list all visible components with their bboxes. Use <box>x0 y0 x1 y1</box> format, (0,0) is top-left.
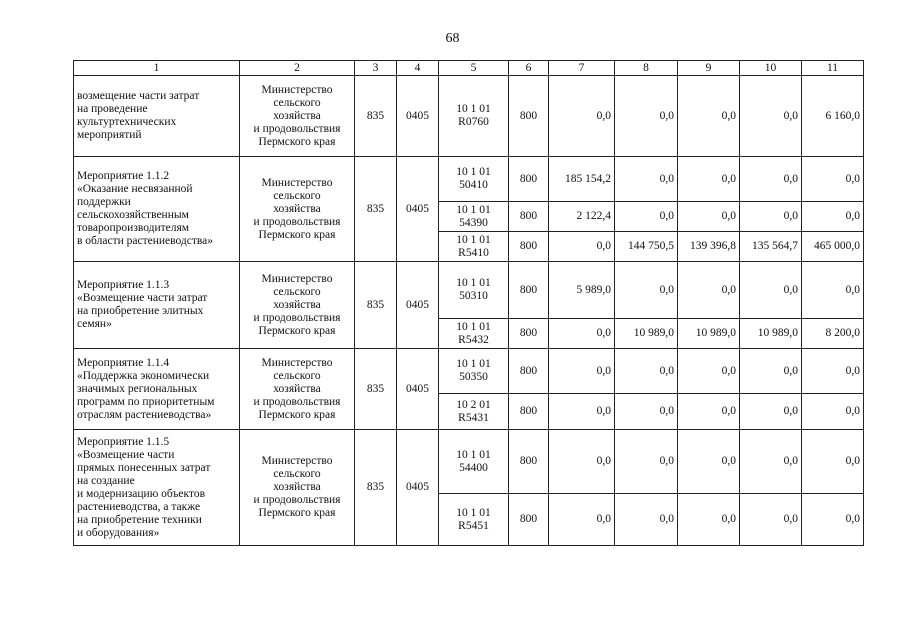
csr-cell: 10 1 01 50350 <box>439 349 509 394</box>
value-col11-cell: 0,0 <box>802 349 864 394</box>
value-col11-cell: 0,0 <box>802 202 864 232</box>
csr-cell: 10 1 01 54400 <box>439 430 509 494</box>
section-cell: 0405 <box>397 349 439 430</box>
event-name-cell: возмещение части затрат на проведение культуртехнических мероприятий <box>74 76 240 157</box>
value-col7-cell: 0,0 <box>549 430 615 494</box>
section-cell: 0405 <box>397 262 439 349</box>
header-cell: 2 <box>240 61 355 76</box>
table-row <box>74 157 864 202</box>
header-cell: 1 <box>74 61 240 76</box>
header-row <box>74 61 864 76</box>
value-col10-cell: 0,0 <box>740 157 802 202</box>
vr-cell: 800 <box>509 394 549 430</box>
value-col9-cell: 0,0 <box>678 157 740 202</box>
csr-cell: 10 1 01 54390 <box>439 202 509 232</box>
csr-cell: 10 1 01 R5451 <box>439 494 509 546</box>
value-col10-cell: 0,0 <box>740 76 802 157</box>
header-cell: 10 <box>740 61 802 76</box>
page-number: 68 <box>445 31 460 46</box>
section-cell: 0405 <box>397 157 439 262</box>
value-col11-cell: 0,0 <box>802 262 864 319</box>
value-col8-cell: 0,0 <box>615 262 678 319</box>
value-col11-cell: 0,0 <box>802 394 864 430</box>
value-col9-cell: 139 396,8 <box>678 232 740 262</box>
value-col8-cell: 0,0 <box>615 349 678 394</box>
value-col11-cell: 465 000,0 <box>802 232 864 262</box>
value-col7-cell: 0,0 <box>549 394 615 430</box>
value-col10-cell: 0,0 <box>740 394 802 430</box>
value-col11-cell: 0,0 <box>802 494 864 546</box>
event-name-cell: Мероприятие 1.1.4 «Поддержка экономически значимых региональных программ по приоритетным отраслям растениеводства» <box>74 349 240 430</box>
header-cell: 5 <box>439 61 509 76</box>
value-col10-cell: 0,0 <box>740 494 802 546</box>
value-col9-cell: 0,0 <box>678 394 740 430</box>
value-col7-cell: 5 989,0 <box>549 262 615 319</box>
event-name-cell: Мероприятие 1.1.5 «Возмещение части прямых понесенных затрат на создание и модернизацию объектов растениеводства, а также на приобретение техники и оборудования» <box>74 430 240 546</box>
value-col11-cell: 0,0 <box>802 430 864 494</box>
value-col7-cell: 0,0 <box>549 319 615 349</box>
value-col8-cell: 0,0 <box>615 202 678 232</box>
csr-cell: 10 2 01 R5431 <box>439 394 509 430</box>
value-col8-cell: 0,0 <box>615 394 678 430</box>
value-col7-cell: 0,0 <box>549 349 615 394</box>
event-name-cell: Мероприятие 1.1.3 «Возмещение части затрат на приобретение элитных семян» <box>74 262 240 349</box>
value-col10-cell: 0,0 <box>740 349 802 394</box>
value-col9-cell: 0,0 <box>678 430 740 494</box>
vr-cell: 800 <box>509 202 549 232</box>
value-col8-cell: 144 750,5 <box>615 232 678 262</box>
header-cell: 3 <box>355 61 397 76</box>
value-col10-cell: 135 564,7 <box>740 232 802 262</box>
value-col11-cell: 0,0 <box>802 157 864 202</box>
table-body <box>74 61 864 546</box>
vr-cell: 800 <box>509 319 549 349</box>
value-col11-cell: 8 200,0 <box>802 319 864 349</box>
value-col8-cell: 0,0 <box>615 430 678 494</box>
table-row <box>74 262 864 319</box>
ministry-cell: Министерство сельского хозяйства и продовольствия Пермского края <box>240 430 355 546</box>
value-col7-cell: 0,0 <box>549 232 615 262</box>
vr-cell: 800 <box>509 494 549 546</box>
value-col7-cell: 185 154,2 <box>549 157 615 202</box>
ministry-cell: Министерство сельского хозяйства и продовольствия Пермского края <box>240 157 355 262</box>
table-row <box>74 349 864 394</box>
vr-cell: 800 <box>509 76 549 157</box>
value-col8-cell: 0,0 <box>615 76 678 157</box>
table-row <box>74 76 864 157</box>
grbs-cell: 835 <box>355 76 397 157</box>
value-col10-cell: 0,0 <box>740 430 802 494</box>
vr-cell: 800 <box>509 157 549 202</box>
csr-cell: 10 1 01 R5410 <box>439 232 509 262</box>
value-col10-cell: 10 989,0 <box>740 319 802 349</box>
header-cell: 8 <box>615 61 678 76</box>
value-col10-cell: 0,0 <box>740 262 802 319</box>
vr-cell: 800 <box>509 232 549 262</box>
value-col9-cell: 0,0 <box>678 76 740 157</box>
value-col10-cell: 0,0 <box>740 202 802 232</box>
csr-cell: 10 1 01 50410 <box>439 157 509 202</box>
budget-table <box>73 60 864 546</box>
header-cell: 9 <box>678 61 740 76</box>
event-name-cell: Мероприятие 1.1.2 «Оказание несвязанной поддержки сельскохозяйственным товаропроизводителям в области растениеводства» <box>74 157 240 262</box>
value-col11-cell: 6 160,0 <box>802 76 864 157</box>
grbs-cell: 835 <box>355 430 397 546</box>
vr-cell: 800 <box>509 262 549 319</box>
ministry-cell: Министерство сельского хозяйства и продовольствия Пермского края <box>240 349 355 430</box>
value-col8-cell: 0,0 <box>615 494 678 546</box>
value-col8-cell: 0,0 <box>615 157 678 202</box>
header-cell: 7 <box>549 61 615 76</box>
value-col8-cell: 10 989,0 <box>615 319 678 349</box>
ministry-cell: Министерство сельского хозяйства и продовольствия Пермского края <box>240 76 355 157</box>
value-col9-cell: 0,0 <box>678 202 740 232</box>
grbs-cell: 835 <box>355 262 397 349</box>
value-col7-cell: 0,0 <box>549 494 615 546</box>
grbs-cell: 835 <box>355 157 397 262</box>
header-cell: 4 <box>397 61 439 76</box>
header-cell: 6 <box>509 61 549 76</box>
value-col9-cell: 10 989,0 <box>678 319 740 349</box>
value-col7-cell: 2 122,4 <box>549 202 615 232</box>
section-cell: 0405 <box>397 430 439 546</box>
ministry-cell: Министерство сельского хозяйства и продовольствия Пермского края <box>240 262 355 349</box>
header-cell: 11 <box>802 61 864 76</box>
csr-cell: 10 1 01 R5432 <box>439 319 509 349</box>
value-col7-cell: 0,0 <box>549 76 615 157</box>
grbs-cell: 835 <box>355 349 397 430</box>
csr-cell: 10 1 01 50310 <box>439 262 509 319</box>
value-col9-cell: 0,0 <box>678 262 740 319</box>
value-col9-cell: 0,0 <box>678 349 740 394</box>
section-cell: 0405 <box>397 76 439 157</box>
vr-cell: 800 <box>509 349 549 394</box>
csr-cell: 10 1 01 R0760 <box>439 76 509 157</box>
value-col9-cell: 0,0 <box>678 494 740 546</box>
vr-cell: 800 <box>509 430 549 494</box>
table-row <box>74 430 864 494</box>
